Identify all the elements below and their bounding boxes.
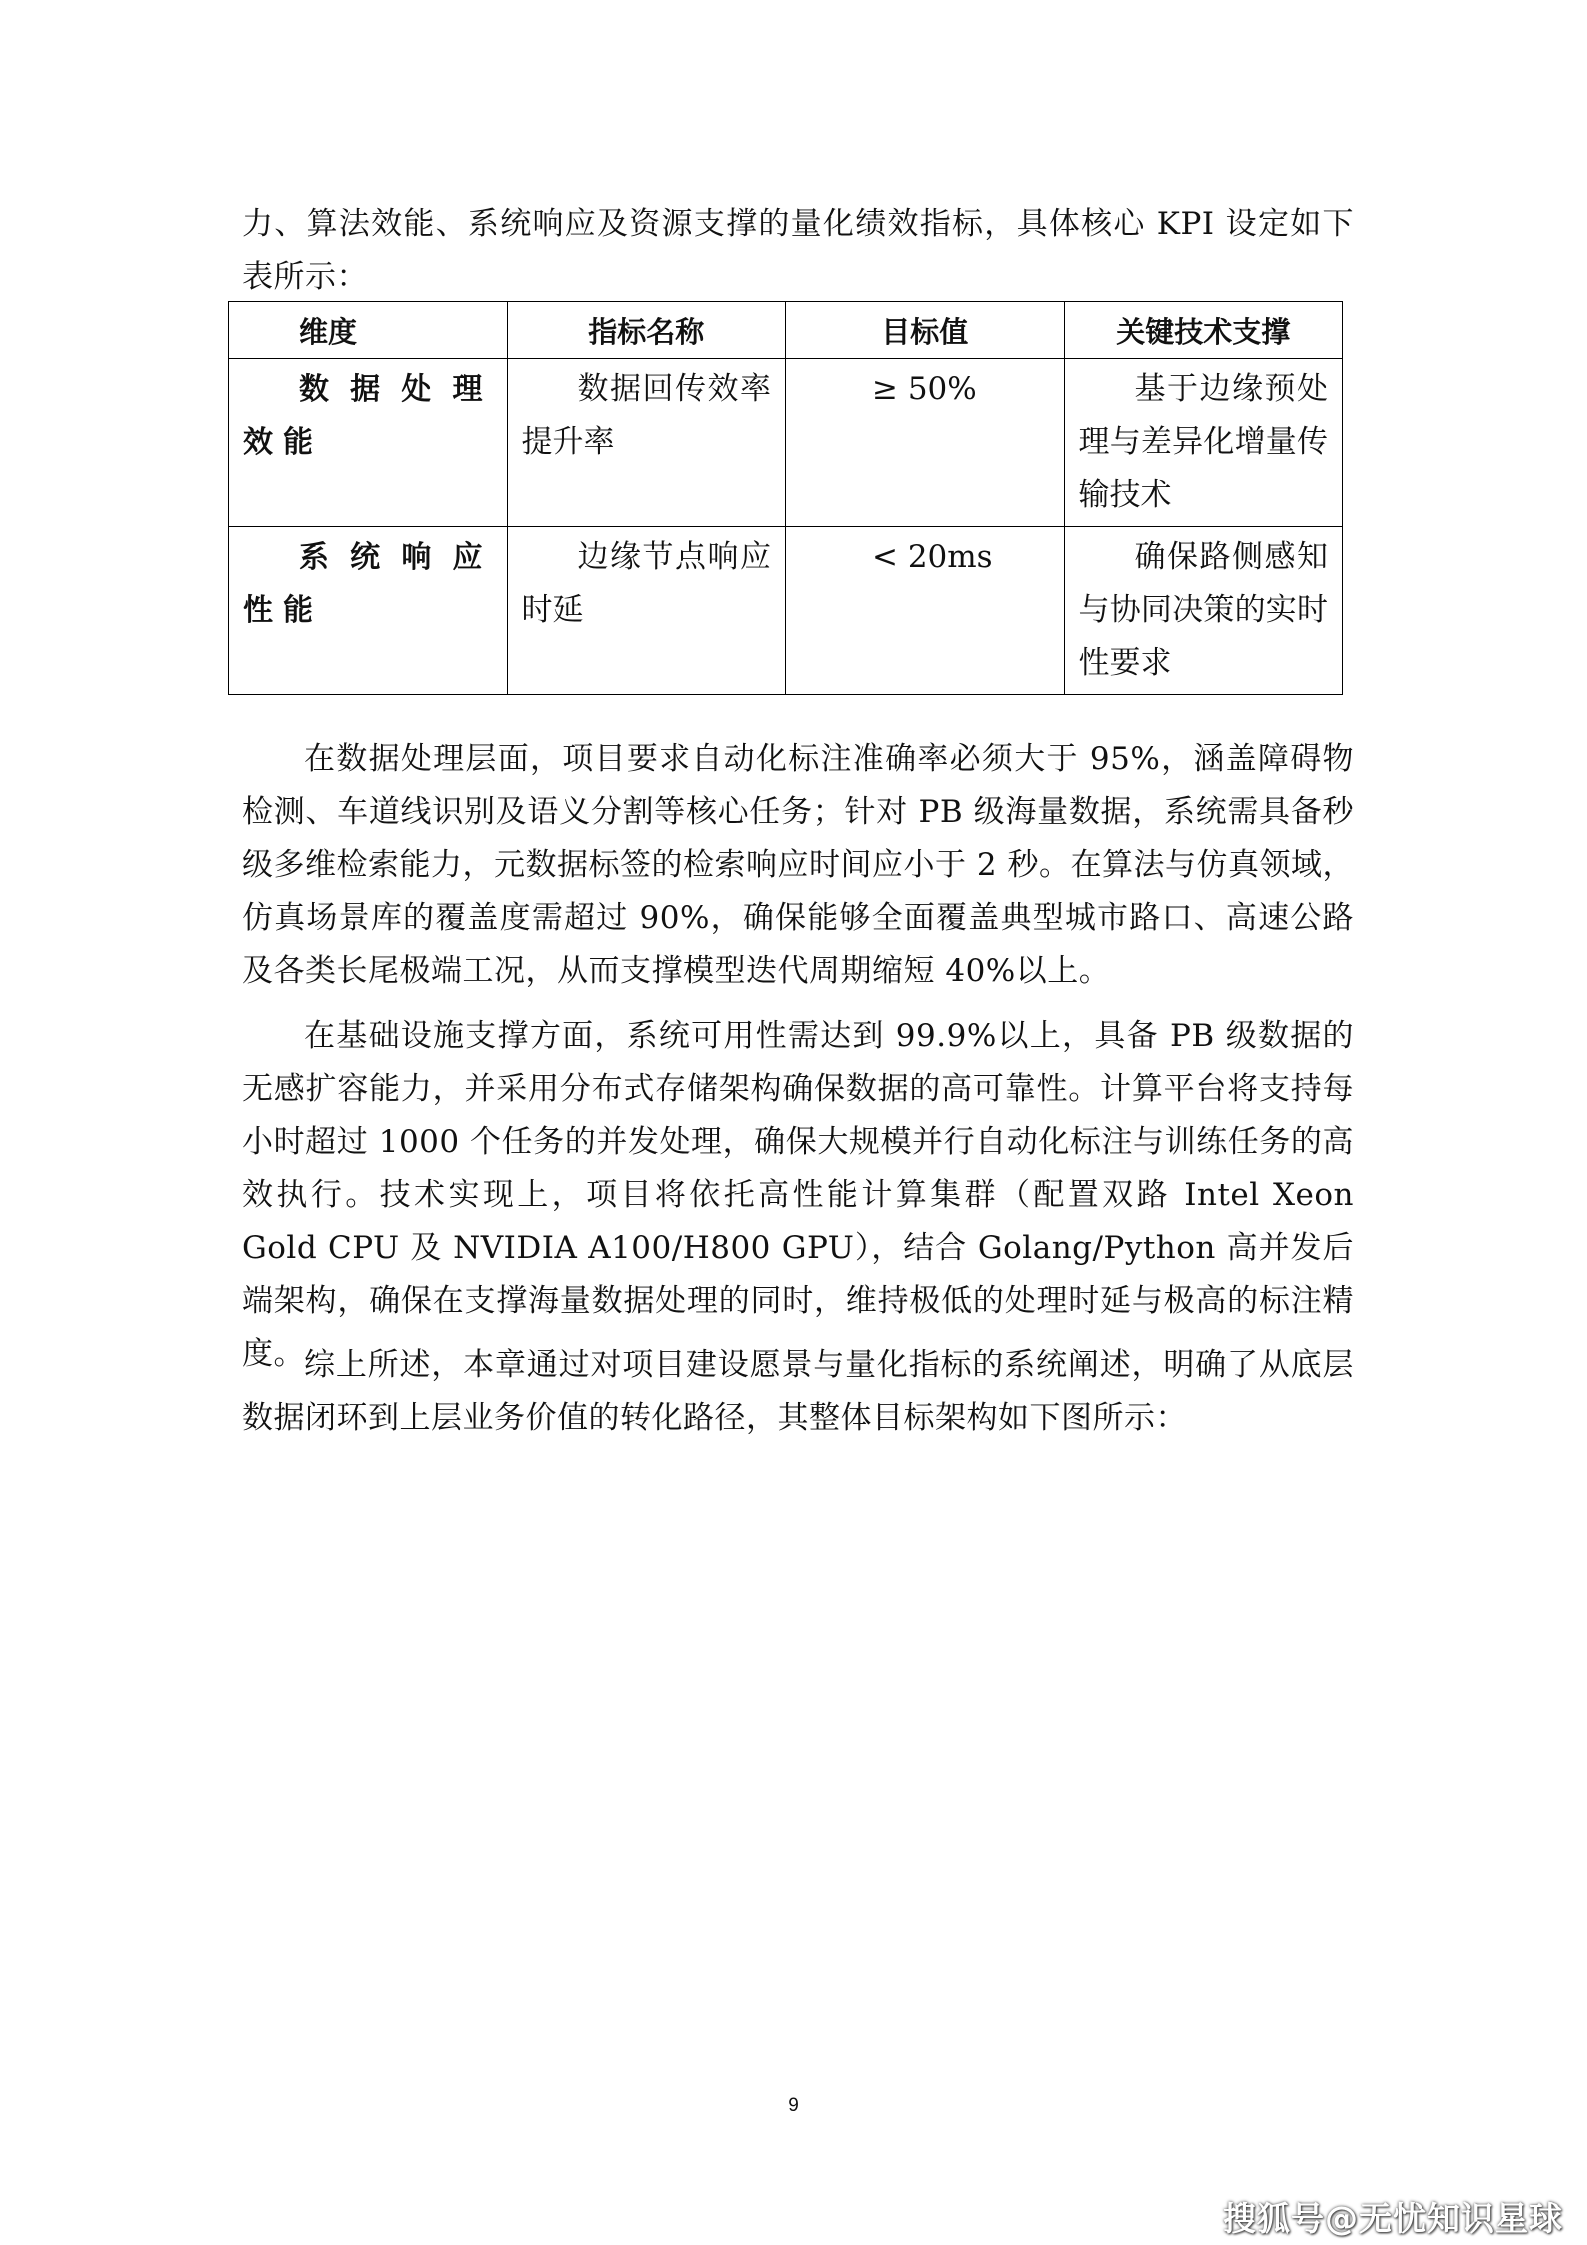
table-cell-metric: 数据回传效率提升率 [507, 359, 786, 527]
table-cell-metric: 边缘节点响应时延 [507, 527, 786, 695]
table-row [229, 527, 1343, 695]
table-header-row [229, 302, 1343, 359]
table-row [229, 359, 1343, 527]
body-paragraph-data-processing: 在数据处理层面，项目要求自动化标注准确率必须大于 95%，涵盖障碍物检测、车道线识别及语义分割等核心任务；针对 PB 级海量数据，系统需具备秒级多维检索能力，元数据标签的检索响应时间应小于 2 秒。在算法与仿真领域，仿真场景库的覆盖度需超过 90%，确保能够全面覆盖典型城市路口、高速公路及各类长尾极端工况，从而支撑模型迭代周期缩短 40%以上。 [242, 741, 1354, 989]
kpi-table [228, 301, 1343, 695]
table-cell-target: ≥ 50% [786, 359, 1065, 527]
watermark: 搜狐号@无忧知识星球 [1223, 2199, 1563, 2238]
table-header-tech: 关键技术支撑 [1064, 302, 1343, 359]
table-cell-tech: 基于边缘预处理与差异化增量传输技术 [1064, 359, 1343, 527]
table-cell-target: < 20ms [786, 527, 1065, 695]
table-header-dimension: 维度 [229, 302, 508, 359]
body-paragraph-summary: 综上所述，本章通过对项目建设愿景与量化指标的系统阐述，明确了从底层数据闭环到上层业务价值的转化路径，其整体目标架构如下图所示： [242, 1347, 1354, 1436]
intro-paragraph: 力、算法效能、系统响应及资源支撑的量化绩效指标，具体核心 KPI 设定如下表所示： [242, 206, 1354, 295]
body-paragraph-infrastructure: 在基础设施支撑方面，系统可用性需达到 99.9%以上，具备 PB 级数据的无感扩容能力，并采用分布式存储架构确保数据的高可靠性。计算平台将支持每小时超过 1000 个任务的并发处理，确保大规模并行自动化标注与训练任务的高效执行。技术实现上，项目将依托高性能计算集群（配置双路 Intel Xeon Gold CPU 及 NVIDIA A100/H800 GPU），结合 Golang/Python 高并发后端架构，确保在支撑海量数据处理的同时，维持极低的处理时延与极高的标注精度。 [242, 1018, 1354, 1372]
table-cell-tech: 确保路侧感知与协同决策的实时性要求 [1064, 527, 1343, 695]
page-number: 9 [788, 2095, 799, 2116]
table-header-target: 目标值 [786, 302, 1065, 359]
table-header-metric: 指标名称 [507, 302, 786, 359]
table-cell-dimension: 系统响应性能 [229, 527, 508, 695]
table-cell-dimension: 数据处理效能 [229, 359, 508, 527]
